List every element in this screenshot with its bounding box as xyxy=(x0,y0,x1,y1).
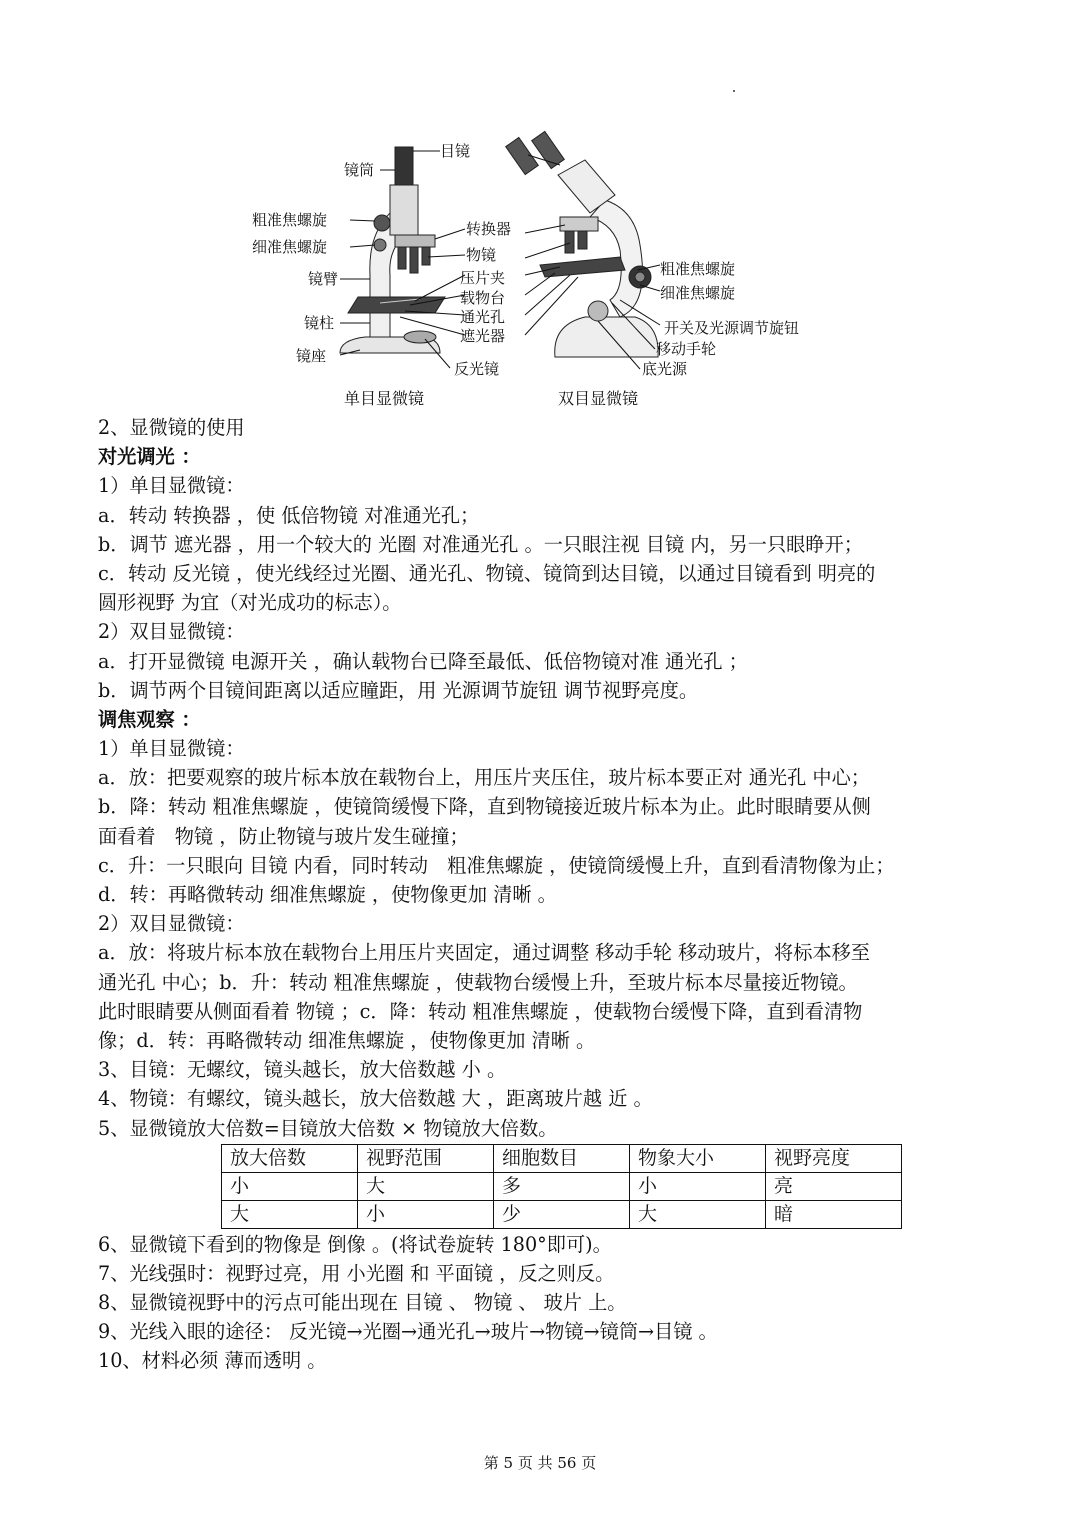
table-header: 视野范围 xyxy=(358,1144,494,1172)
label-clip: 压片夹 xyxy=(460,269,506,287)
focus-step-d: d．转：再略微转动 细准焦螺旋 ，使物像更加 清晰 。 xyxy=(98,883,557,906)
step-1c-line2: 圆形视野 为宜（对光成功的标志）。 xyxy=(98,591,402,615)
table-header: 细胞数目 xyxy=(494,1144,630,1172)
point-3: 3、目镜：无螺纹，镜头越长，放大倍数越 小 。 xyxy=(98,1058,507,1082)
label-arm: 镜臂 xyxy=(308,270,339,288)
table-header: 物象大小 xyxy=(630,1144,766,1172)
point-10: 10、材料必须 薄而透明 。 xyxy=(98,1349,327,1373)
table-cell: 小 xyxy=(358,1200,494,1228)
focus-step-a: a．放：把要观察的玻片标本放在载物台上，用压片夹压住，玻片标本要正对 通光孔 中心； xyxy=(98,766,870,790)
focus-step-b-line2: 面看着 物镜 ，防止物镜与玻片发生碰撞； xyxy=(98,824,469,848)
subheading-light-adjust: 对光调光 ： xyxy=(98,445,201,469)
step-1b: b．调节 遮光器 ，用一个较大的 光圈 对准通光孔 。一只眼注视 目镜 内，另一只眼睁开； xyxy=(98,532,863,556)
bino-para-line3: 此时眼睛要从侧面看着 物镜 ；c．降：转动 粗准焦螺旋 ，使载物台缓慢下降，直到看清物 xyxy=(98,999,863,1023)
focus-step-b-line1: b．降：转动 粗准焦螺旋 ，使镜筒缓慢下降，直到物镜接近玻片标本为止。此时眼睛要从侧 xyxy=(98,795,871,819)
table-cell: 小 xyxy=(630,1172,766,1200)
item-bino-2: 2）双目显微镜： xyxy=(98,912,245,936)
microscope-diagram xyxy=(240,125,840,415)
table-header: 放大倍数 xyxy=(222,1144,358,1172)
table-row xyxy=(222,1172,902,1200)
label-light: 底光源 xyxy=(642,360,688,378)
point-7: 7、光线强时：视野过亮，用 小光圈 和 平面镜 ，反之则反。 xyxy=(98,1261,615,1285)
bino-para-line1: a．放：将玻片标本放在载物台上用压片夹固定，通过调整 移动手轮 移动玻片，将标本移至 xyxy=(98,941,870,965)
table-cell: 小 xyxy=(222,1172,358,1200)
item-mono-2: 1）单目显微镜： xyxy=(98,737,245,761)
point-9: 9、光线入眼的途径： 反光镜→光圈→通光孔→玻片→物镜→镜筒→目镜 。 xyxy=(98,1320,718,1344)
label-switch: 开关及光源调节旋钮 xyxy=(664,319,800,337)
table-cell: 亮 xyxy=(766,1172,902,1200)
table-cell: 暗 xyxy=(766,1200,902,1228)
page-footer: 第 5 页 共 56 页 xyxy=(483,1454,597,1472)
stray-dot xyxy=(733,90,735,92)
document-body xyxy=(98,413,988,1376)
item-mono-1: 1）单目显微镜： xyxy=(98,474,245,498)
subheading-focus: 调焦观察 ： xyxy=(98,707,201,731)
table-header-row xyxy=(222,1144,902,1172)
binocular-microscope-drawing xyxy=(506,131,658,357)
label-fine-bino: 细准焦螺旋 xyxy=(660,284,736,302)
caption-monocular: 单目显微镜 xyxy=(344,389,425,408)
label-stage: 载物台 xyxy=(460,289,506,307)
focus-step-c: c．升：一只眼向 目镜 内看，同时转动 粗准焦螺旋 ，使镜筒缓慢上升，直到看清物像为止； xyxy=(98,853,895,877)
label-objective: 物镜 xyxy=(466,246,497,264)
label-coarse-bino: 粗准焦螺旋 xyxy=(660,260,736,278)
label-pillar: 镜柱 xyxy=(304,314,335,332)
label-nosepiece: 转换器 xyxy=(466,220,512,238)
item-bino-1: 2）双目显微镜： xyxy=(98,620,245,644)
label-eyepiece: 目镜 xyxy=(440,142,471,160)
label-mirror: 反光镜 xyxy=(454,360,500,378)
label-coarse-mono: 粗准焦螺旋 xyxy=(252,211,328,229)
table-cell: 大 xyxy=(222,1200,358,1228)
step-2a: a．打开显微镜 电源开关 ，确认载物台已降至最低、低倍物镜对准 通光孔 ； xyxy=(98,649,748,673)
bino-para-line2: 通光孔 中心；b．升：转动 粗准焦螺旋 ，使载物台缓慢上升，至玻片标本尽量接近物镜。 xyxy=(98,970,858,994)
point-8: 8、显微镜视野中的污点可能出现在 目镜 、 物镜 、 玻片 上。 xyxy=(98,1291,627,1315)
label-aperture: 通光孔 xyxy=(460,308,506,326)
table-cell: 大 xyxy=(358,1172,494,1200)
step-1c-line1: c．转动 反光镜 ，使光线经过光圈、通光孔、物镜、镜筒到达目镜，以通过目镜看到 明亮的 xyxy=(98,561,876,585)
table-header: 视野亮度 xyxy=(766,1144,902,1172)
point-4: 4、物镜：有螺纹，镜头越长，放大倍数越 大 ，距离玻片越 近 。 xyxy=(98,1087,653,1111)
magnification-table xyxy=(221,1144,902,1229)
table-cell: 多 xyxy=(494,1172,630,1200)
microscope-figure xyxy=(240,125,840,415)
point-6: 6、显微镜下看到的物像是 倒像 。(将试卷旋转 180°即可)。 xyxy=(98,1232,612,1256)
section-heading-usage: 2、显微镜的使用 xyxy=(98,416,245,439)
label-base: 镜座 xyxy=(296,347,327,365)
step-2b: b．调节两个目镜间距离以适应瞳距，用 光源调节旋钮 调节视野亮度。 xyxy=(98,678,699,702)
table-cell: 少 xyxy=(494,1200,630,1228)
label-wheel: 移动手轮 xyxy=(656,340,717,358)
caption-binocular: 双目显微镜 xyxy=(558,389,639,408)
point-5: 5、显微镜放大倍数=目镜放大倍数 × 物镜放大倍数。 xyxy=(98,1116,558,1140)
label-tube: 镜筒 xyxy=(344,161,375,179)
label-fine-mono: 细准焦螺旋 xyxy=(252,238,328,256)
step-1a: a．转动 转换器 ，使 低倍物镜 对准通光孔； xyxy=(98,503,480,527)
bino-para-line4: 像；d．转：再略微转动 细准焦螺旋 ，使物像更加 清晰 。 xyxy=(98,1028,596,1052)
table-row xyxy=(222,1200,902,1228)
table-cell: 大 xyxy=(630,1200,766,1228)
label-diaphragm: 遮光器 xyxy=(460,327,506,345)
